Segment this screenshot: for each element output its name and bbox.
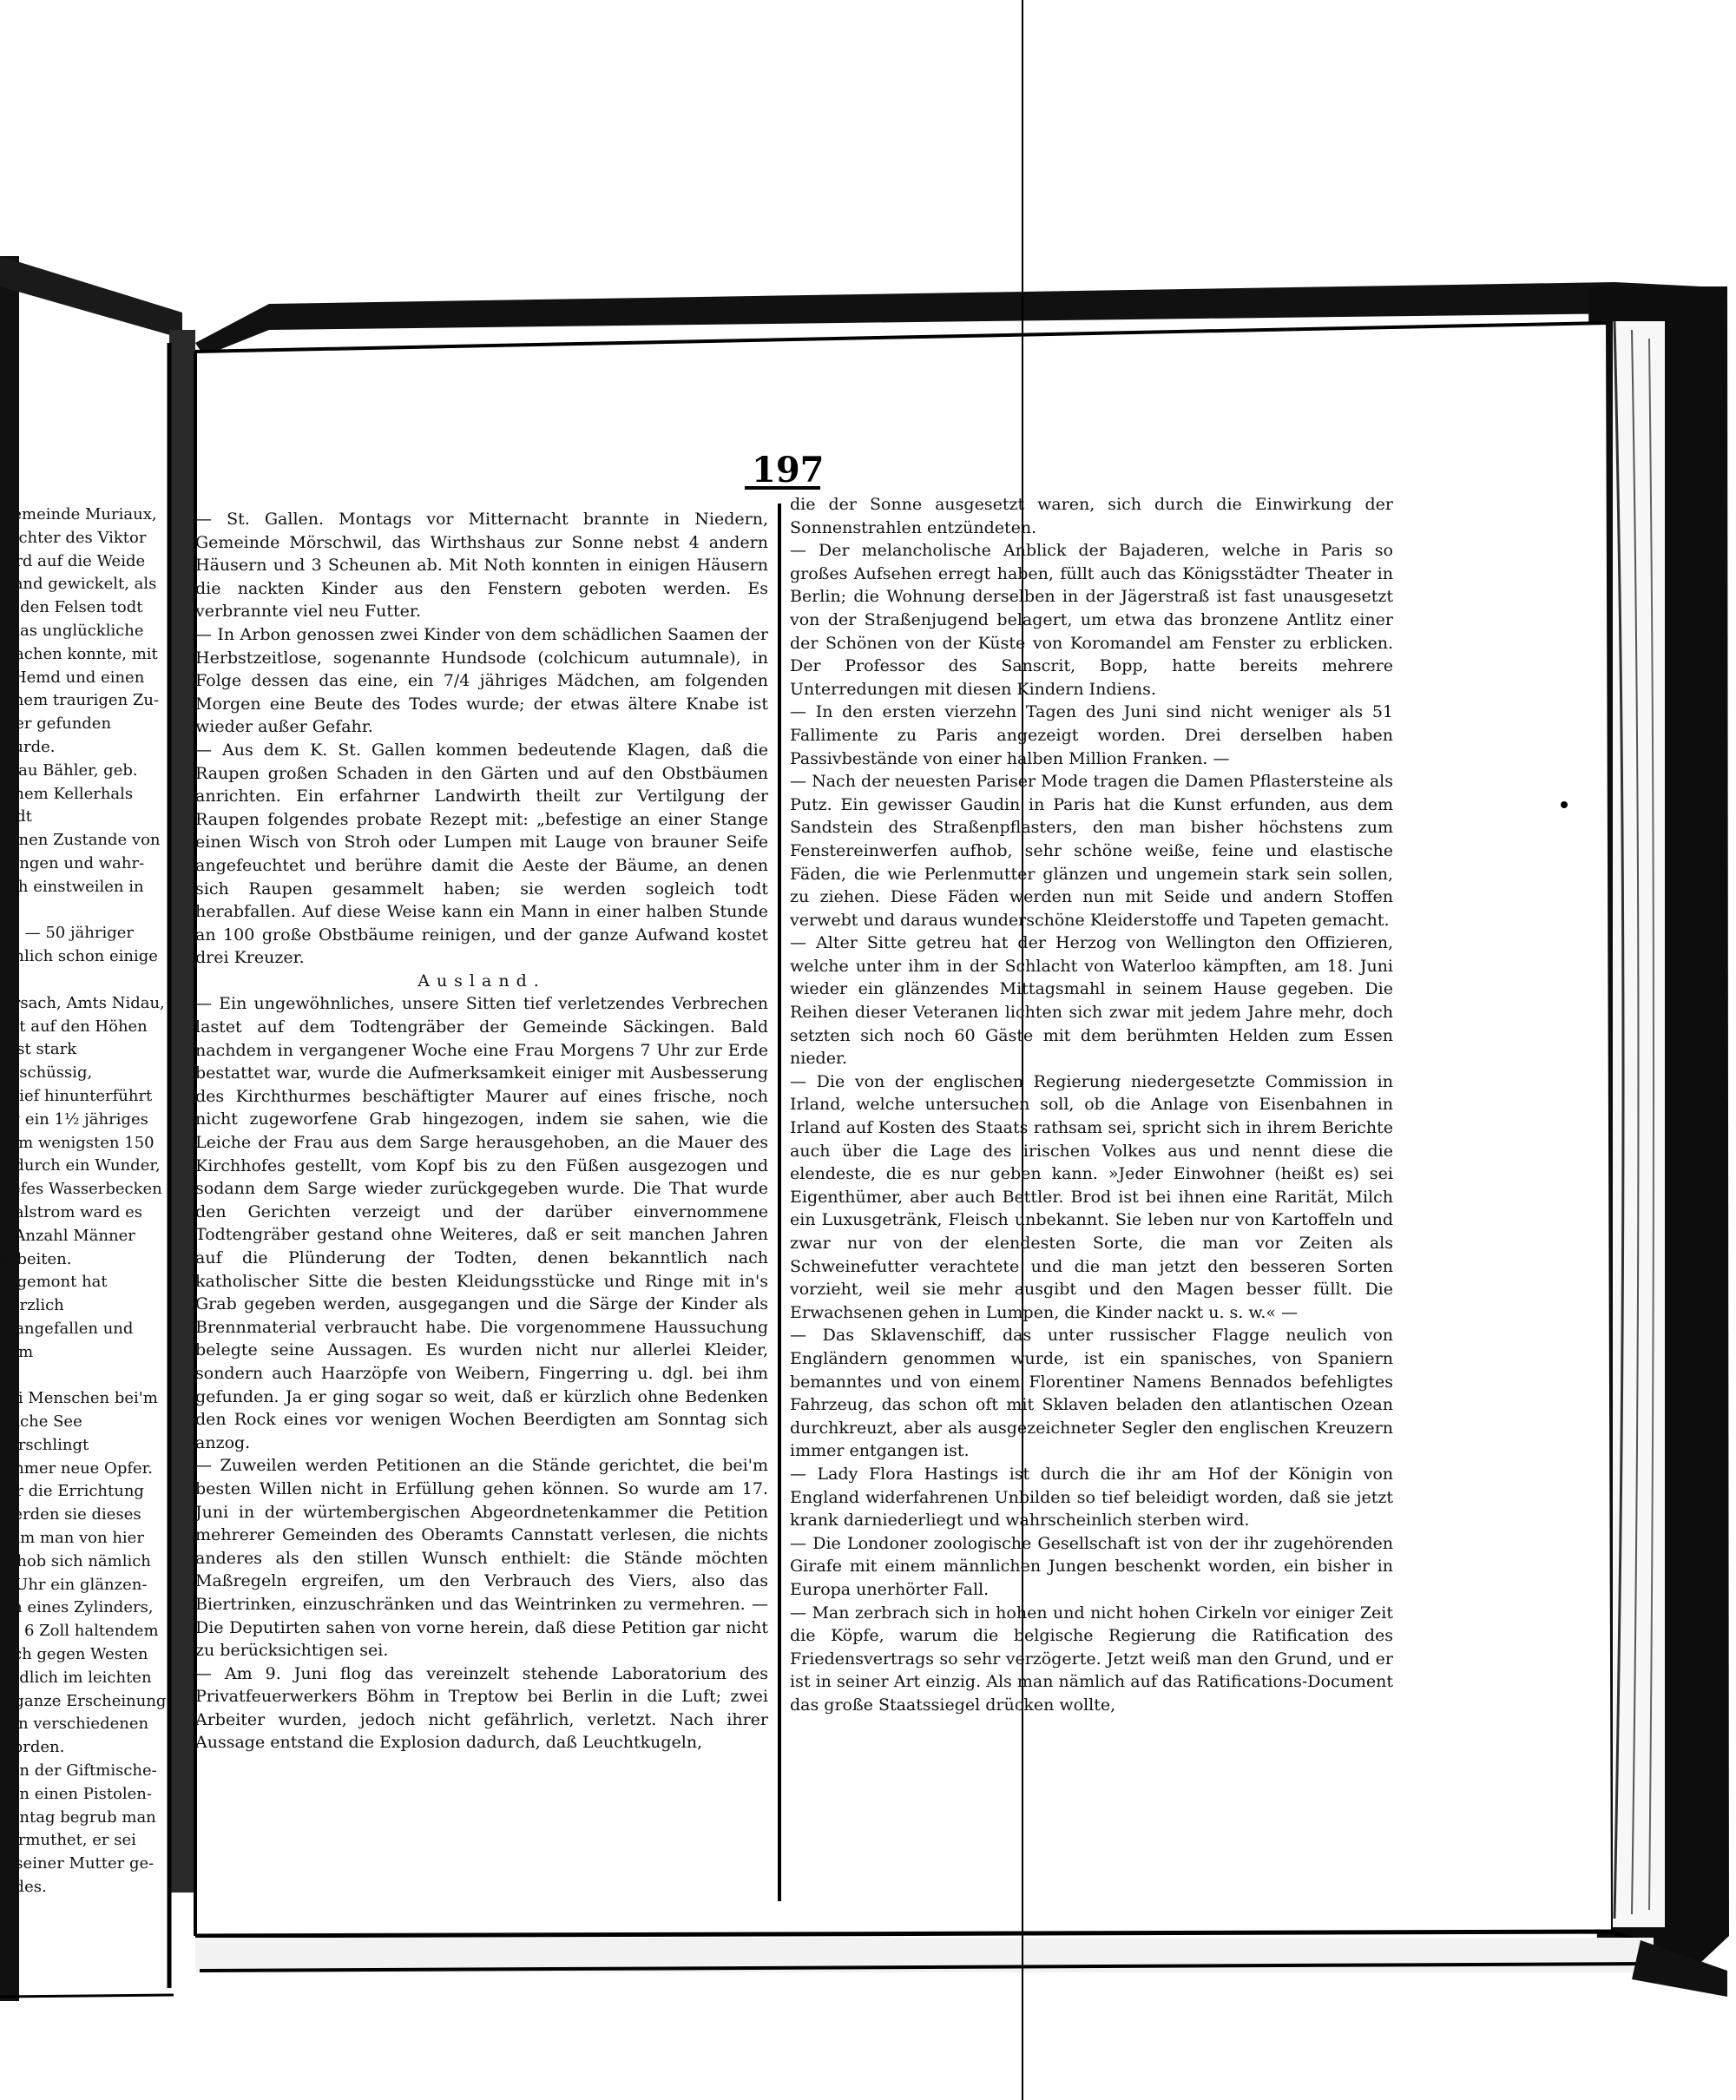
fragment-line: erhob sich nämlich [0, 1551, 151, 1570]
fragment-line: Walstrom ward es [0, 1202, 143, 1221]
fragment-line: s Hemd und einen [0, 668, 145, 687]
fragment-line: , das unglückliche [0, 621, 144, 640]
fragment-line: in den Felsen todt [0, 598, 143, 617]
fragment-line [0, 899, 169, 923]
fragment-line: vei Menschen bei'm [0, 1389, 158, 1408]
fragment-line: 45 — 50 jähriger [0, 924, 135, 943]
fragment-line: von verschiedenen [0, 1715, 149, 1734]
page-number: 197 [752, 450, 825, 490]
fragment-line: ng ein 1½ jähriges [0, 1109, 148, 1129]
column-right [790, 493, 1393, 1716]
fragment-line: 9 Uhr ein glänzen- [0, 1575, 148, 1594]
article-saeckingen: — Ein ungewöhnliches, unsere Sitten tief verletzendes Verbrechen lastet auf dem Todtengräber der Gemeinde Säckingen. Bald nachdem in vergangener Woche eine Frau Morgens 7 Uhr zur Erde bestattet war, wurde die Aufmerksamkeit einiger mit Ausbesserung des Kirchthurmes beschäftigter Maurer auf eines frische, noch nicht zugeworfene Grab hingezogen, indem sie sahen, wie die Leiche der Frau aus dem Sarge herausgehoben, an die Mauer des Kirchhofes gestellt, vom Kopf bis zu den Füßen ausgezogen und sodann dem Sarge wieder zurückgegeben wurde. Die That wurde den Gerichten verzeigt und der darüber einvernommene Todtengräber gestand ohne Weiteres, daß er seit manchen Jahren auf die Plünderung der Todten, denen bekanntlich nach katholischer Sitte die besten Kleidungsstücke und Ringe mit in's Grab gegeben werden, ausgegangen und die Särge der Kinder als Brennmaterial verbraucht habe. Die vorgenommene Haussuchung belegte seine Aussagen. Es wurden nicht nur allerlei Kleider, sondern auch Haarzöpfe von Weibern, Fingerring u. dgl. bei ihm gefunden. Ja er ging sogar so weit, daß er kürzlich ohne Bedenken den Rock eines vor wenigen Wochen Beerdigten am Sonntag sich anzog. [195, 994, 768, 1452]
article-fallimente: — In den ersten vierzehn Tagen des Juni sind nicht weniger als 51 Fallimente zu Paris angezeigt worden. Drei derselben haben Passivbestände von einer halben Million Franken. — [790, 702, 1393, 768]
fragment-line: gangen und wahr- [0, 853, 145, 872]
article-bajaderen: — Der melancholische Anblick der Bajaderen, welche in Paris so großes Aufsehen erregt haben, füllt auch das Königsstädter Theater in Berlin; die Wohnung derselben in der Jägerstraß ist fast unausgesetzt von der Straßenjugend belagert, um etwa das bronzene Antlitz einer der Schönen von der Küste von Koromandel am Fenster zu erblicken. Der Professor des Sanscrit, Bopp, hatte bereits mehrere Unterredungen mit diesen Kindern Indiens. [790, 541, 1393, 699]
fragment-line: llhm man von hier [0, 1529, 144, 1548]
fragment-line: tiefes Wasserbecken [0, 1180, 162, 1199]
article-wellington: — Alter Sitte getreu hat der Herzog von Wellington den Offizieren, welche unter ihm in der Schlacht von Waterloo kämpften, am 18. Juni wieder ein glänzendes Mittagsmahl in seinem Hause gegeben. Die Reihen dieser Veteranen lichten sich zwar mit jedem Jahre mehr, doch setzten sich noch 60 Gäste mit dem berühmten Helden zum Essen nieder. [790, 933, 1393, 1069]
fragment-line: agt auf den Höhen [0, 1017, 148, 1036]
fragment-line: worden. [0, 1738, 65, 1757]
fragment-line: lchem traurigen Zu- [0, 691, 160, 710]
article-arbon: — In Arbon genossen zwei Kinder von dem schädlichen Saamen der Herbstzeitlose, sogenannte Hundsode (colchicum autumnale), in Folge dessen das eine, ein 7/4 jähriges Mädchen, am folgenden Morgen eine Beute des Todes wurde; der etwas ältere Knabe ist wieder außer Gefahr. [195, 624, 768, 737]
fragment-line: s tief hinunterführt [0, 1086, 153, 1105]
fragment-line: Frau Bähler, geb. [0, 760, 138, 780]
fragment-line [0, 969, 169, 992]
fragment-line: erst stark abschüssig, [0, 1040, 93, 1083]
fragment-line: Gemeinde Muriaux, [0, 505, 157, 523]
fragment-line: Orsach, Amts Nidau, [0, 993, 165, 1012]
fragment-line: o des. [0, 1878, 47, 1897]
fragment-line: endlich im leichten [0, 1668, 152, 1687]
fragment-line: ad 6 Zoll haltendem [0, 1622, 159, 1641]
fragment-line: Tochter des Viktor [0, 528, 147, 547]
article-irland: — Die von der englischen Regierung niedergesetzte Commission in Irland, welche untersuchen soll, ob die Anlage von Eisenbahnen in Irland auf Kosten des Staats rathsam sei, spricht sich in ihrem Berichte auch über die Lage des irischen Volkes aus und nennt diese die elendeste, die es nur geben kann. »Jeder Einwohner (heißt es) sei Eigenthümer, aber auch Bettler. Brod ist bei ihnen eine Rarität, Milch ein Luxusgetränk, Fleisch unbekannt. Sie leben nur von Kartoffeln und zwar nur von der elendesten Sorte, die man vor Zeiten als Schweinefutter verachtete und die man jetzt den besseren Sorten vorzieht, weil sie mehr ausgibt und den Magen besser füllt. Die Erwachsenen gehen in Lumpen, die Kinder nackt u. s. w.« — [790, 1071, 1393, 1322]
left-page-fragment [0, 504, 169, 1899]
fragment-line: Hand gewickelt, als [0, 575, 157, 594]
article-hastings: — Lady Flora Hastings ist durch die ihr am Hof der Königin von England widerfahrenen Unbilden so tief beleidigt worden, daß sie jetzt krank darniederliegt und wahrscheinlich sterben wird. [790, 1464, 1393, 1531]
fragment-line: e ganze Erscheinung [0, 1691, 167, 1710]
article-st-gallen: — St. Gallen. Montags vor Mitternacht brannte in Niedern, Gemeinde Mörschwil, das Wirthshaus zur Sonne nebst 4 andern Häusern und 3 Scheunen ab. Mit Noth konnten in einigen Häusern die nackten Kinder aus den Fenstern geboten werden. Es verbrannte viel neu Futter. [195, 510, 768, 622]
fragment-line: machen konnte, mit [0, 644, 158, 663]
article-petitionen: — Zuweilen werden Petitionen an die Stände gerichtet, die bei'm besten Willen nicht in Erfüllung gehen können. So wurde am 17. Juni in der würtembergischen Abgeordnetenkammer die Petition mehrerer Gemeinden des Oberamts Cannstatt verlesen, die nichts anderes als den stillen Wunsch enthielt: die Stände möchten Maßregeln ergreifen, um den Verbrauch des Viers, also das Biertrinken, einzuschränken und das Weintrinken zu vermehren. — Die Deputirten sahen von vorne herein, daß diese Petition gar nicht zu berücksichtigen sei. [195, 1456, 768, 1661]
column-left [195, 508, 768, 1754]
fragment-line: ammer neue Opfer. [0, 1458, 154, 1478]
fragment-line [0, 1364, 169, 1387]
fragment-line: zum wenigsten 150 [0, 1133, 155, 1152]
fragment-line: n seiner Mutter ge- [0, 1854, 155, 1873]
fragment-line: sich gegen Westen [0, 1645, 148, 1664]
fragment-line: e durch ein Wunder, [0, 1156, 161, 1175]
article-belgien: — Man zerbrach sich in hohen und nicht hohen Cirkeln vor einiger Zeit die Köpfe, warum die belgische Regierung die Ratification des Friedensvertrags so sehr verzögerte. Jetzt weiß man den Grund, und er ist in seiner Art einzig. Als man nämlich auf das Ratifications-Document das große Staatssiegel drücken wollte, [790, 1603, 1393, 1715]
section-heading-ausland: Ausland. [418, 971, 546, 991]
fragment-line: für die Errichtung [0, 1482, 144, 1501]
article-continuation: die der Sonne ausgesetzt waren, sich durch die Einwirkung der Sonnenstrahlen entzündeten. [790, 495, 1393, 537]
fragment-line: ohn einen Pistolen- [0, 1784, 152, 1803]
article-treptow: — Am 9. Juni flog das vereinzelt stehende Laboratorium des Privatfeuerwerkers Böhm in Treptow bei Berlin in die Luft; zwei Arbeiter wurden, jedoch nicht gefährlich, verletzt. Nach ihrer Aussage entstand die Explosion dadurch, daß Leuchtkugeln, [195, 1663, 768, 1753]
fragment-line: einem Kellerhals todt [0, 784, 134, 826]
fragment-line: e Anzahl Männer [0, 1226, 135, 1245]
fragment-line: iger gefunden wurde. [0, 714, 112, 756]
fragment-line: ferd auf die Weide [0, 551, 146, 570]
fragment-line: werden sie dieses [0, 1505, 141, 1524]
fragment-line: arbeiten. [0, 1249, 72, 1268]
fragment-line: bliche See verschlingt [0, 1412, 89, 1454]
article-raupen: — Aus dem K. St. Gallen kommen bedeutende Klagen, daß die Raupen großen Schaden in den Gärten und auf den Obstbäumen anrichten. Ein erfahrner Landwirth theilt zur Vertilgung der Raupen folgendes probate Rezept mit: „befestige an einer Stange einen Wisch von Stroh oder Lumpen mit Lauge von brauner Seife angefeuchtet und berühre damit die Aeste der Bäume, an denen sich Raupen gesammelt haben; sie werden sogleich todt herabfallen. Auf diese Weise kann ein Mann in einer halben Stunde an 100 große Obstbäume reinigen, und der ganze Aufwand kostet drei Kreuzer. [195, 740, 768, 968]
fragment-line: rm eines Zylinders, [0, 1598, 154, 1617]
fragment-line: orgemont hat kürzlich [0, 1273, 108, 1315]
article-mode: — Nach der neuesten Pariser Mode tragen die Damen Pflastersteine als Putz. Ein gewisser Gaudin in Paris hat die Kunst erfunden, aus dem Sandstein des Straßenpflasters, den man bisher höchstens zum Fenstereinwerfen aufhob, sehr schöne weiße, feine und elastische Fäden, die wie Perlenmutter glänzen und ungemein stark sein sollen, zu ziehen. Diese Fäden werden nun mit Seide und andern Stoffen verwebt und daraus wunderschöne Kleiderstoffe und Tapeten gemacht. [790, 772, 1393, 930]
fragment-line: n angefallen und zum [0, 1319, 134, 1361]
article-sklavenschiff: — Das Sklavenschiff, das unter russischer Flagge neulich von Engländern genommen wurde, ist ein spanisches, von Spaniern bemanntes und von einem Florentiner Namens Bennados befehligtes Fahrzeug, das schon oft mit Sklaven beladen den atlantischen Ozean durchkreuzt, aber als ausgezeichneter Segler den englischen Kreuzern immer entgangen ist. [790, 1326, 1393, 1461]
fragment-line: einlich schon einige [0, 947, 158, 966]
fragment-line: kenen Zustande von [0, 831, 161, 850]
article-girafe: — Die Londoner zoologische Gesellschaft ist von der ihr zugehörenden Girafe mit einem männlichen Jungen beschenkt worden, ein bisher in Europa unerhörter Fall. [790, 1533, 1393, 1599]
fragment-line: och einstweilen in [0, 877, 144, 896]
fragment-line: vermuthet, er sei [0, 1831, 136, 1850]
fragment-line: onntag begrub man [0, 1807, 156, 1827]
fragment-line: ohn der Giftmische- [0, 1761, 157, 1781]
